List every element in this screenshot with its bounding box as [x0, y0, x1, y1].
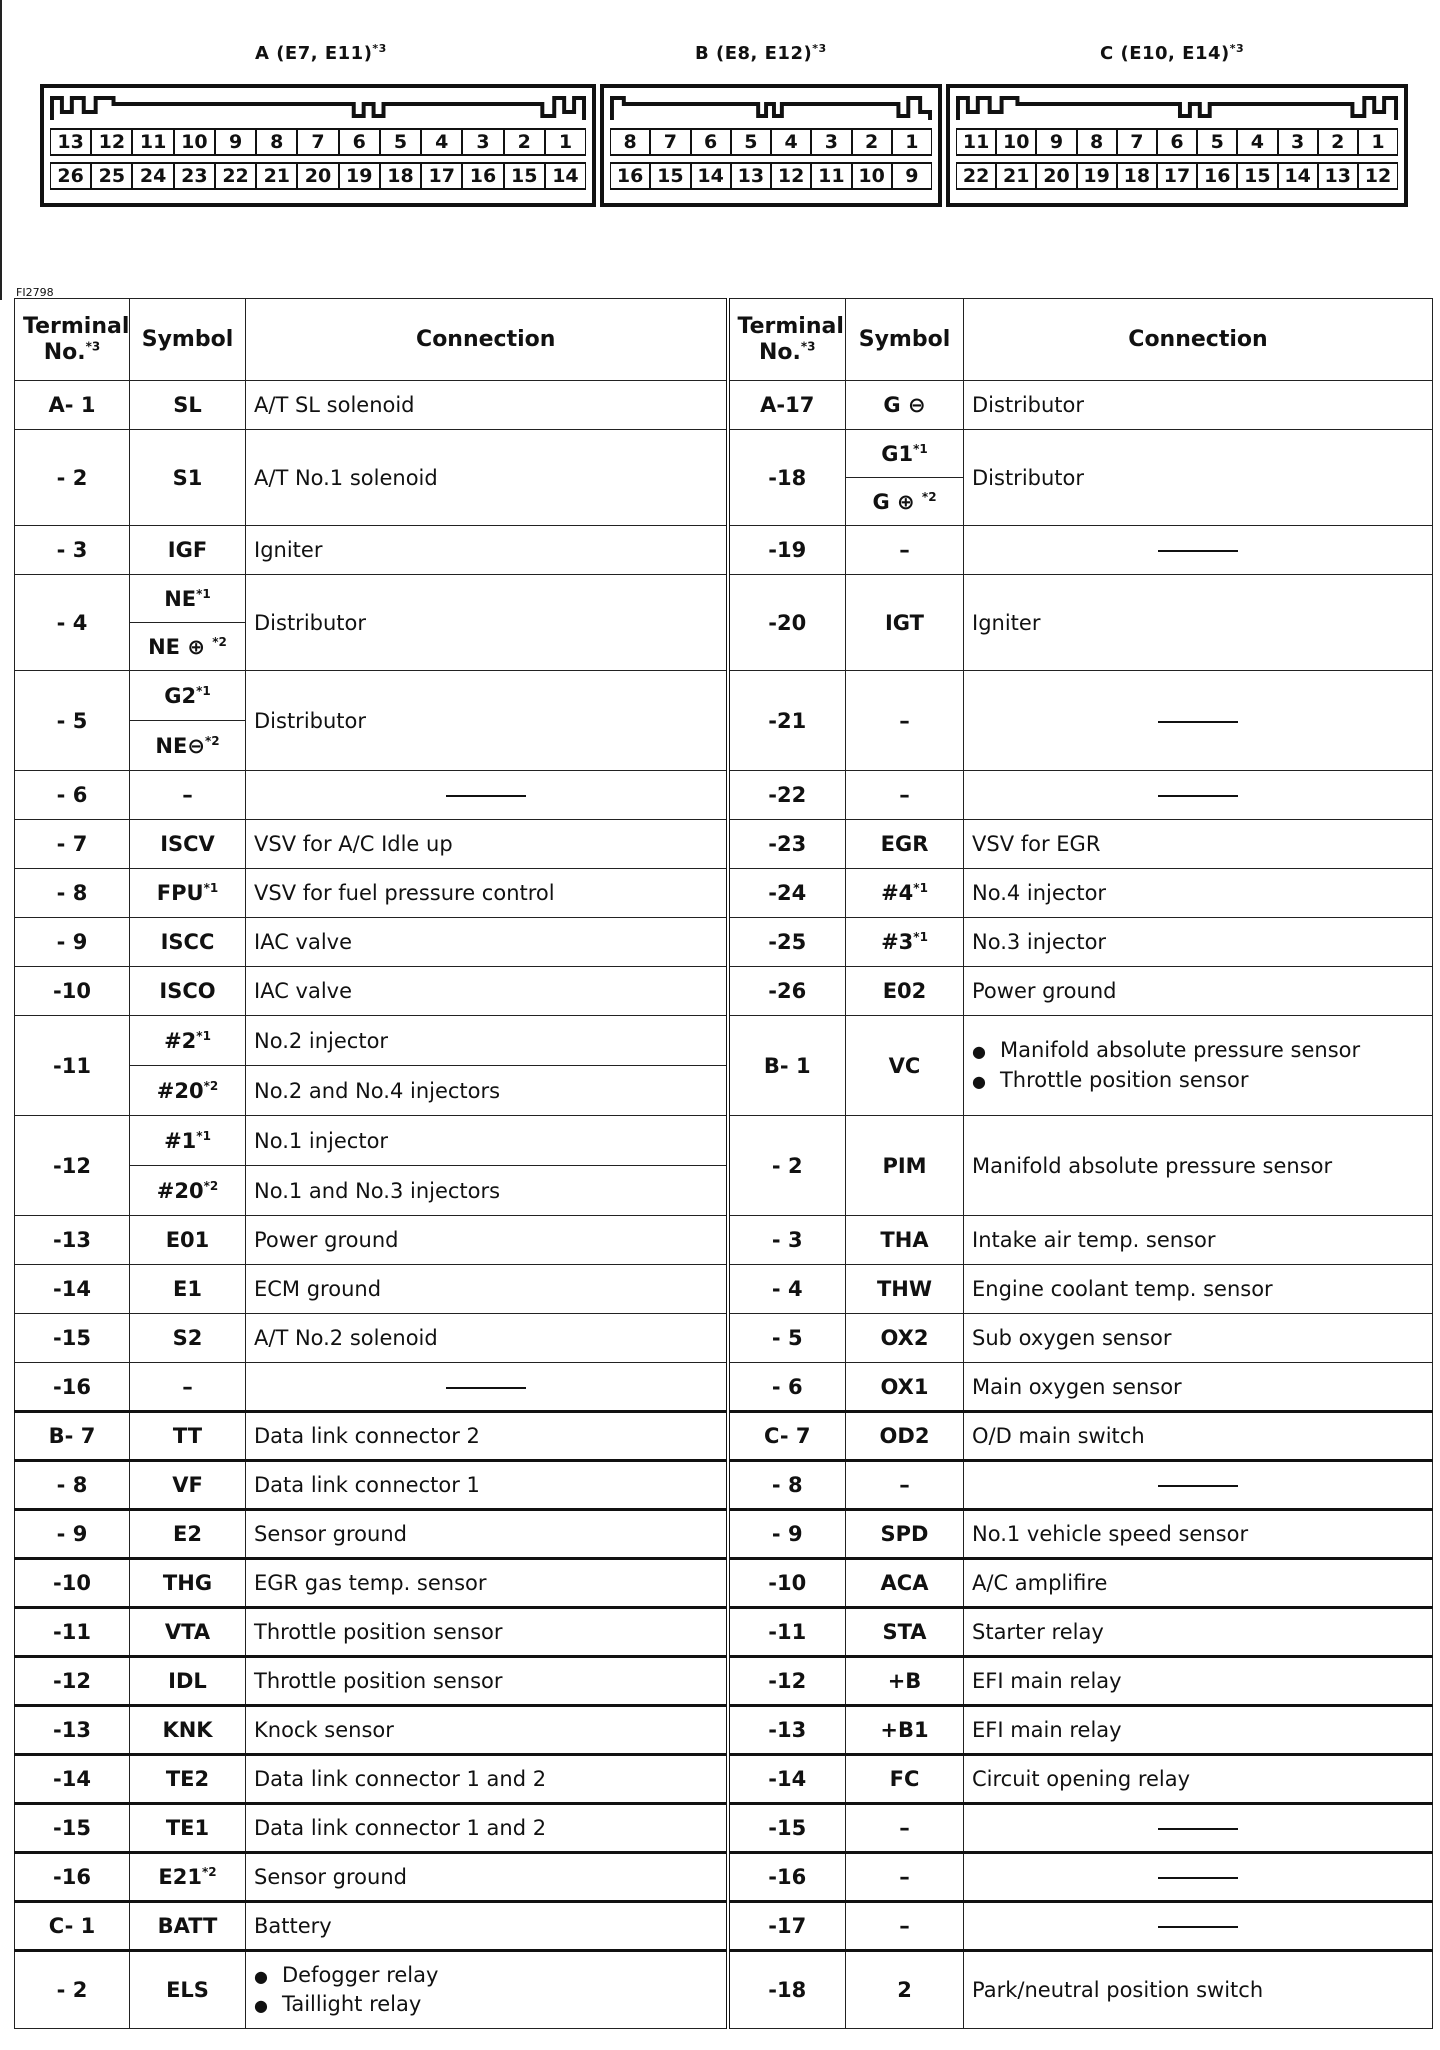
connector-pin: 18 — [1117, 162, 1157, 190]
connector-pin: 16 — [462, 162, 503, 190]
table-row: -14 E1 ECM ground - 4 THW Engine coolant temp. sensor — [15, 1265, 1433, 1314]
connector-pin: 10 — [996, 128, 1036, 156]
connector-pin: 14 — [545, 162, 586, 190]
header-connection-right: Connection — [964, 299, 1433, 381]
connector-b-latch — [610, 94, 932, 122]
table-row: - 6 – -22 – — [15, 771, 1433, 820]
table-row: - 3 IGF Igniter -19 – — [15, 526, 1433, 575]
table-row: -15 S2 A/T No.2 solenoid - 5 OX2 Sub oxygen sensor — [15, 1314, 1433, 1363]
connector-pin: 4 — [421, 128, 462, 156]
connector-pin: 12 — [91, 128, 132, 156]
connector-pin: 2 — [504, 128, 545, 156]
table-row: - 9 ISCC IAC valve -25 #3$^{*1}$ No.3 injector — [15, 918, 1433, 967]
connector-c-row-upper — [956, 128, 1398, 156]
connector-b — [600, 84, 942, 207]
connector-a-row-upper — [50, 128, 586, 156]
table-row: -15 TE1 Data link connector 1 and 2 -15 – — [15, 1804, 1433, 1853]
connector-pin: 9 — [215, 128, 256, 156]
connector-pin: 3 — [1278, 128, 1318, 156]
connector-pin: 7 — [1117, 128, 1157, 156]
connector-pin: 7 — [650, 128, 690, 156]
connector-c — [946, 84, 1408, 207]
connector-pin: 1 — [1358, 128, 1398, 156]
table-header-row — [15, 299, 1433, 381]
connector-pin: 12 — [1358, 162, 1398, 190]
header-symbol-right: Symbol — [846, 299, 964, 381]
header-connection: Connection — [246, 299, 728, 381]
connector-pin: 24 — [132, 162, 173, 190]
connector-pin: 3 — [462, 128, 503, 156]
blank-dash — [1158, 1877, 1238, 1879]
connector-pin: 21 — [256, 162, 297, 190]
connector-pin: 26 — [50, 162, 91, 190]
table-row: A- 1 SL A/T SL solenoid A-17 G ⊖ Distributor — [15, 381, 1433, 430]
connector-pin: 25 — [91, 162, 132, 190]
connector-pin: 2 — [1318, 128, 1358, 156]
connector-pin: 22 — [956, 162, 996, 190]
connector-b-row-lower — [610, 162, 932, 190]
table-row: -13 KNK Knock sensor -13 +B1 EFI main relay — [15, 1706, 1433, 1755]
connector-pin: 5 — [1197, 128, 1237, 156]
page-border-line — [0, 0, 2, 300]
connector-pin: 20 — [1036, 162, 1076, 190]
connector-c-row-lower — [956, 162, 1398, 190]
connector-c-latch — [956, 94, 1398, 122]
connector-pin: 23 — [174, 162, 215, 190]
connector-pin: 22 — [215, 162, 256, 190]
connector-b-title: B (E8, E12)$^{*3}$ — [695, 42, 827, 64]
connector-pin: 6 — [339, 128, 380, 156]
table-row: C- 1 BATT Battery -17 – — [15, 1902, 1433, 1951]
table-row: - 7 ISCV VSV for A/C Idle up -23 EGR VSV for EGR — [15, 820, 1433, 869]
table-row: -16 – - 6 OX1 Main oxygen sensor — [15, 1363, 1433, 1412]
connector-pin: 8 — [256, 128, 297, 156]
connector-pin: 14 — [691, 162, 731, 190]
connector-pin: 6 — [691, 128, 731, 156]
connector-pin: 1 — [892, 128, 932, 156]
connector-pin: 15 — [650, 162, 690, 190]
table-row: - 5 G2$^{*1}$ Distributor -21 – — [15, 671, 1433, 721]
connector-pin: 9 — [1036, 128, 1076, 156]
connector-pin: 15 — [1237, 162, 1277, 190]
blank-dash — [1158, 1926, 1238, 1928]
table-row: -12 #1$^{*1}$ No.1 injector - 2 PIM Manifold absolute pressure sensor — [15, 1116, 1433, 1166]
table-row: -13 E01 Power ground - 3 THA Intake air temp. sensor — [15, 1216, 1433, 1265]
connector-pin: 6 — [1157, 128, 1197, 156]
connector-pin: 15 — [504, 162, 545, 190]
connector-b-row-upper — [610, 128, 932, 156]
header-terminal: Terminal No.$^{*3}$ — [15, 299, 130, 381]
connector-pin: 11 — [811, 162, 851, 190]
connector-pin: 17 — [1157, 162, 1197, 190]
blank-dash — [1158, 1828, 1238, 1830]
connector-pin: 13 — [731, 162, 771, 190]
connector-pin: 8 — [610, 128, 650, 156]
table-row: NE ⊕ $^{*2}$ — [15, 623, 1433, 671]
connector-pin: 17 — [421, 162, 462, 190]
connector-pin: 18 — [380, 162, 421, 190]
connector-pin: 9 — [892, 162, 932, 190]
blank-dash — [1158, 1485, 1238, 1487]
terminal-table — [14, 298, 1433, 2029]
connector-pin: 13 — [50, 128, 91, 156]
table-row: G ⊕ $^{*2}$ — [15, 478, 1433, 526]
connector-pin: 10 — [852, 162, 892, 190]
connector-c-title: C (E10, E14)$^{*3}$ — [1100, 42, 1245, 64]
table-row: -10 ISCO IAC valve -26 E02 Power ground — [15, 967, 1433, 1016]
table-row: -16 E21$^{*2}$ Sensor ground -16 – — [15, 1853, 1433, 1902]
header-symbol: Symbol — [130, 299, 246, 381]
connector-pin: 5 — [731, 128, 771, 156]
blank-dash — [446, 795, 526, 797]
connector-a-title: A (E7, E11)$^{*3}$ — [255, 42, 387, 64]
table-row: - 4 NE$^{*1}$ Distributor -20 IGT Igniter — [15, 575, 1433, 623]
connector-pin: 5 — [380, 128, 421, 156]
table-row: - 2 S1 A/T No.1 solenoid -18 G1$^{*1}$ Distributor — [15, 430, 1433, 478]
connector-pin: 10 — [174, 128, 215, 156]
connector-pin: 8 — [1077, 128, 1117, 156]
connector-pin: 1 — [545, 128, 586, 156]
table-row: -11 VTA Throttle position sensor -11 STA Starter relay — [15, 1608, 1433, 1657]
connector-pin: 7 — [297, 128, 338, 156]
connector-pin: 16 — [610, 162, 650, 190]
table-row: - 8 VF Data link connector 1 - 8 – — [15, 1461, 1433, 1510]
blank-dash — [446, 1387, 526, 1389]
connector-a — [40, 84, 596, 207]
connector-a-row-lower — [50, 162, 586, 190]
connector-pin: 11 — [132, 128, 173, 156]
figure-id: FI2798 — [16, 286, 54, 299]
table-row: #20$^{*2}$ No.1 and No.3 injectors — [15, 1166, 1433, 1216]
table-row: -12 IDL Throttle position sensor -12 +B EFI main relay — [15, 1657, 1433, 1706]
connector-pin: 11 — [956, 128, 996, 156]
connector-pin: 20 — [297, 162, 338, 190]
table-row: -14 TE2 Data link connector 1 and 2 -14 FC Circuit opening relay — [15, 1755, 1433, 1804]
table-row: B- 7 TT Data link connector 2 C- 7 OD2 O/D main switch — [15, 1412, 1433, 1461]
connector-pin: 16 — [1197, 162, 1237, 190]
connector-pin: 4 — [1237, 128, 1277, 156]
table-row: NE⊖$^{*2}$ — [15, 721, 1433, 771]
connector-a-latch — [50, 94, 586, 122]
table-row: #20$^{*2}$ No.2 and No.4 injectors — [15, 1066, 1433, 1116]
connector-pin: 19 — [339, 162, 380, 190]
connector-pin: 21 — [996, 162, 1036, 190]
table-row: -10 THG EGR gas temp. sensor -10 ACA A/C amplifire — [15, 1559, 1433, 1608]
connector-pin: 2 — [852, 128, 892, 156]
table-row: - 2 ELS ● Defogger relay ● Taillight relay -18 2 Park/neutral position switch — [15, 1951, 1433, 2029]
connector-pin: 13 — [1318, 162, 1358, 190]
blank-dash — [1158, 721, 1238, 723]
table-row: -11 #2$^{*1}$ No.2 injector B- 1 VC ● Manifold absolute pressure sensor ● Throttle position sensor — [15, 1016, 1433, 1066]
connector-pin: 4 — [771, 128, 811, 156]
blank-dash — [1158, 795, 1238, 797]
connector-pin: 3 — [811, 128, 851, 156]
connector-pin: 14 — [1278, 162, 1318, 190]
connector-pin: 19 — [1077, 162, 1117, 190]
table-row: - 8 FPU$^{*1}$ VSV for fuel pressure control -24 #4$^{*1}$ No.4 injector — [15, 869, 1433, 918]
connector-pin: 12 — [771, 162, 811, 190]
table-row: - 9 E2 Sensor ground - 9 SPD No.1 vehicle speed sensor — [15, 1510, 1433, 1559]
blank-dash — [1158, 550, 1238, 552]
header-terminal-right: Terminal No.$^{*3}$ — [728, 299, 846, 381]
